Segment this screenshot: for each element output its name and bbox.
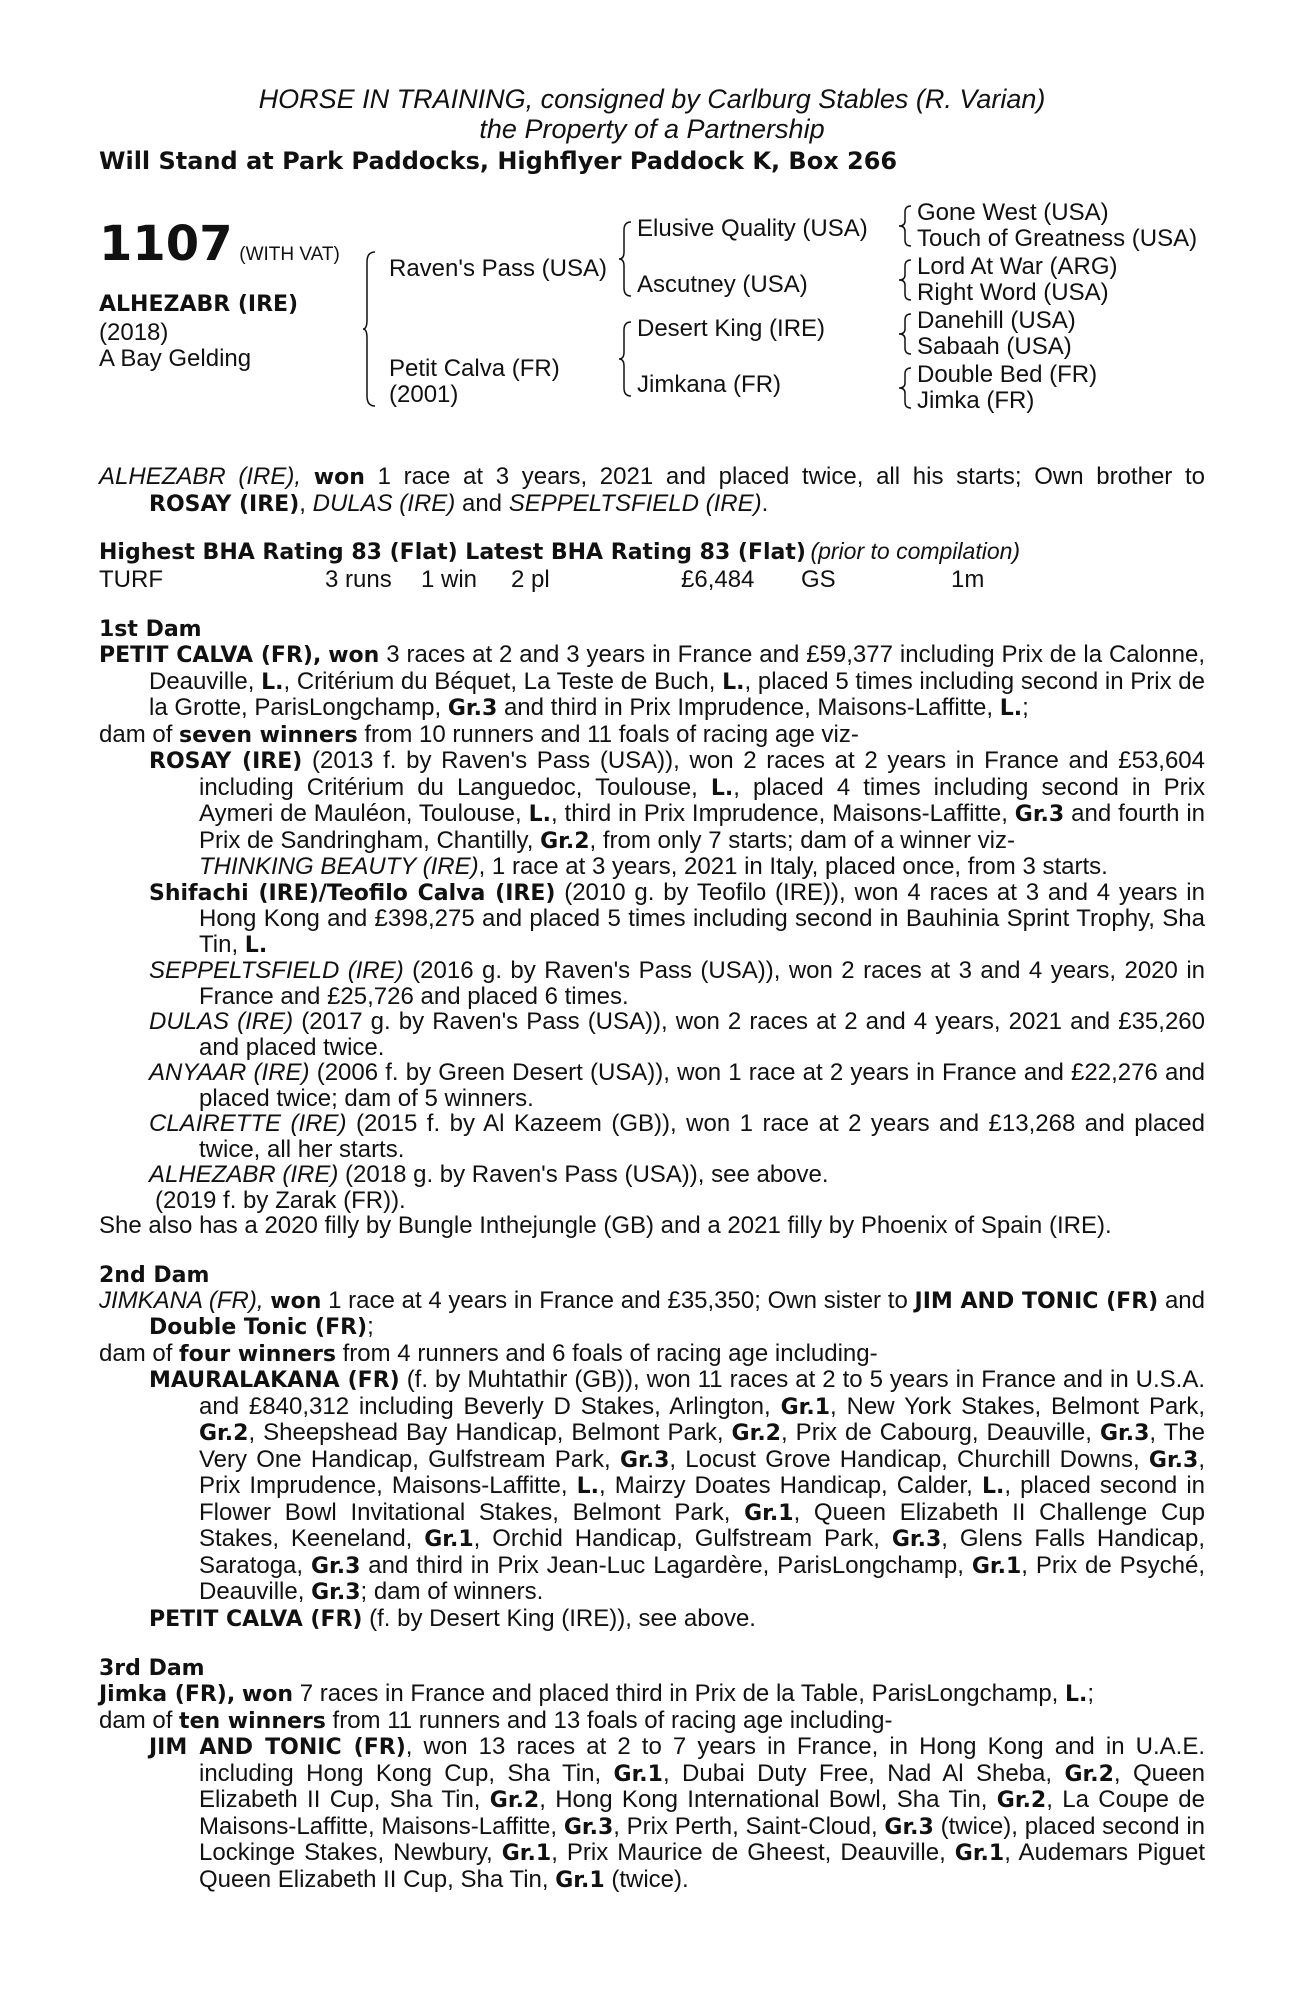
produce-name: SEPPELTSFIELD (IRE) xyxy=(149,957,404,984)
damof-label: dam of xyxy=(99,720,173,748)
pedigree-brace-ds xyxy=(899,312,913,356)
produce-text: , Prix Maurice de Gheest, Deauville, xyxy=(551,1839,946,1866)
first-dam-name: PETIT CALVA (FR), xyxy=(99,643,322,668)
produce-text: , Queen Elizabeth II Challenge Cup Stakes, Keeneland, xyxy=(199,1498,1205,1552)
summary-and: and xyxy=(461,489,503,517)
horse-description: A Bay Gelding xyxy=(99,345,252,372)
group-marker: Gr.1 xyxy=(780,1394,831,1420)
sister-double-tonic: Double Tonic (FR) xyxy=(149,1315,368,1340)
winners-count: ten winners xyxy=(179,1708,326,1734)
pedigree-dss: Danehill (USA) xyxy=(917,307,1076,334)
produce-anyaar xyxy=(99,1060,1205,1111)
group-marker: Gr.2 xyxy=(1064,1761,1114,1787)
listed-marker: L. xyxy=(999,696,1023,721)
group-marker: Gr.3 xyxy=(619,1447,670,1473)
produce-text: , Dubai Duty Free, Nad Al Sheba, xyxy=(662,1759,1053,1787)
winners-count: seven winners xyxy=(179,722,358,748)
produce-text: , 1 race at 3 years, 2021 in Italy, placed once, from 3 starts. xyxy=(478,853,1108,880)
second-dam-and: and xyxy=(1164,1286,1205,1314)
group-marker: Gr.1 xyxy=(971,1553,1022,1579)
record-placed: 2 pl xyxy=(511,566,550,593)
produce-text: , Prix de Cabourg, Deauville, xyxy=(780,1419,1092,1446)
record-distance: 1m xyxy=(951,566,985,593)
listed-marker: L. xyxy=(576,1474,600,1499)
produce-name: THINKING BEAUTY (IRE) xyxy=(199,853,479,880)
produce-clairette xyxy=(99,1111,1205,1162)
damof-text: from 11 runners and 13 foals of racing age including- xyxy=(332,1706,893,1734)
produce-text: , La Coupe de Maisons-Laffitte, Maisons-Laffitte, xyxy=(199,1786,1205,1840)
produce-text: (2016 g. by Raven's Pass (USA)), won 2 races at 3 and 4 years, 2020 in France and £25,726 and placed 6 times. xyxy=(199,957,1205,1010)
produce-text: (2013 f. by Raven's Pass (USA)), won 2 races at 2 years in France and £53,604 including Critérium du Languedoc, Toulouse, xyxy=(199,747,1206,801)
second-dam-semicolon: ; xyxy=(367,1313,374,1340)
group-marker: Gr.1 xyxy=(744,1500,794,1526)
race-record-row xyxy=(99,567,1205,593)
produce-dulas xyxy=(99,1009,1205,1060)
pedigree-brace-dd xyxy=(899,366,913,410)
produce-text: (2018 g. by Raven's Pass (USA)), see above. xyxy=(345,1161,829,1188)
second-dam-record xyxy=(99,1288,1205,1341)
first-dam-heading: 1st Dam xyxy=(99,617,202,642)
produce-text: and third in Prix Jean-Luc Lagardère, ParisLongchamp, xyxy=(368,1551,964,1579)
pedigree-dam-dam: Jimkana (FR) xyxy=(637,371,782,398)
produce-seppeltsfield xyxy=(99,958,1205,1009)
pedigree-sds: Lord At War (ARG) xyxy=(917,253,1118,280)
group-marker: Gr.2 xyxy=(731,1421,781,1446)
produce-text: , New York Stakes, Belmont Park, xyxy=(830,1392,1206,1420)
produce-name: MAURALAKANA (FR) xyxy=(149,1368,400,1393)
produce-name: ROSAY (IRE) xyxy=(149,749,303,774)
produce-text: , from only 7 starts; dam of a winner viz- xyxy=(589,826,1015,854)
produce-text: and fourth in Prix de Sandringham, Chantilly, xyxy=(199,800,1206,854)
produce-text: (2010 g. by Teofilo (IRE)), won 4 races at 3 and 4 years in Hong Kong and £398,275 and placed 5 times including second in Bauhinia Sprint Trophy, Sha Tin, xyxy=(199,878,1205,958)
first-dam-text-3: , placed 5 times including second in Prix de la Grotte, ParisLongchamp, xyxy=(149,667,1205,721)
produce-text: , Prix Perth, Saint-Cloud, xyxy=(613,1812,878,1840)
group-marker: Gr.3 xyxy=(884,1814,934,1840)
pedigree-sdd: Right Word (USA) xyxy=(917,279,1109,306)
pedigree-ddd: Jimka (FR) xyxy=(917,387,1035,414)
produce-thinking-beauty xyxy=(99,854,1205,880)
produce-text: (twice), placed second in Lockinge Stakes, Newbury, xyxy=(199,1812,1206,1866)
produce-text: (2017 g. by Raven's Pass (USA)), won 2 races at 2 and 4 years, 2021 and £35,260 and placed twice. xyxy=(199,1008,1205,1061)
third-dam-name: Jimka (FR), xyxy=(99,1682,236,1707)
produce-name: Shifachi (IRE)/Teofilo Calva (IRE) xyxy=(149,880,556,906)
first-dam-text-5: ; xyxy=(1022,694,1029,721)
produce-text: , Mairzy Doates Handicap, Calder, xyxy=(599,1472,973,1499)
second-dam-heading: 2nd Dam xyxy=(99,1262,210,1288)
produce-name: DULAS (IRE) xyxy=(149,1008,294,1035)
summary-won: won xyxy=(313,465,365,490)
group-marker: Gr.3 xyxy=(891,1527,942,1552)
record-earnings: £6,484 xyxy=(681,566,755,593)
group-marker: Gr.2 xyxy=(996,1788,1047,1813)
produce-text: (2006 f. by Green Desert (USA)), won 1 race at 2 years in France and £22,276 and placed twice; dam of 5 winners. xyxy=(199,1059,1206,1112)
listed-marker: L. xyxy=(722,669,745,695)
third-dam-semicolon: ; xyxy=(1087,1680,1095,1707)
pedigree-dam: Petit Calva (FR) xyxy=(389,355,560,382)
first-dam-produce-intro xyxy=(99,722,1205,749)
pedigree-block xyxy=(99,200,1205,450)
damof-text: from 10 runners and 11 foals of racing age viz- xyxy=(364,720,859,748)
damof-label: dam of xyxy=(99,1706,173,1734)
group-marker: Gr.3 xyxy=(1014,802,1065,827)
summary-text: 1 race at 3 years, 2021 and placed twice, all his starts; Own brother to xyxy=(377,463,1206,490)
listed-marker: L. xyxy=(244,932,268,958)
produce-petit-calva xyxy=(99,1606,1205,1633)
damof-text: from 4 runners and 6 foals of racing age including- xyxy=(342,1339,878,1367)
stable-location: Will Stand at Park Paddocks, Highflyer Paddock K, Box 266 xyxy=(99,147,898,175)
produce-text: , third in Prix Imprudence, Maisons-Laffitte, xyxy=(550,800,1008,827)
pedigree-ssd: Touch of Greatness (USA) xyxy=(917,225,1198,252)
produce-text: , Sheepshead Bay Handicap, Belmont Park, xyxy=(248,1419,724,1446)
listed-marker: L. xyxy=(1065,1682,1088,1707)
group-marker: Gr.1 xyxy=(555,1867,605,1893)
group-marker: Gr.3 xyxy=(1148,1447,1199,1473)
group-marker: Gr.3 xyxy=(1099,1421,1150,1446)
produce-text: , won 13 races at 2 to 7 years in France, in Hong Kong and in U.A.E. including Hong Kong Cup, Sha Tin, xyxy=(199,1733,1205,1787)
second-dam-name: JIMKANA (FR), xyxy=(99,1286,264,1314)
third-dam-record xyxy=(99,1681,1205,1708)
foaling-year: (2018) xyxy=(99,319,169,346)
produce-name: CLAIRETTE (IRE) xyxy=(149,1110,347,1137)
group-marker: Gr.2 xyxy=(199,1421,249,1446)
pedigree-sire-sire: Elusive Quality (USA) xyxy=(637,215,868,242)
produce-text: (twice). xyxy=(611,1865,689,1893)
produce-text: , placed 4 times including second in Prix Aymeri de Mauléon, Toulouse, xyxy=(199,773,1205,827)
second-dam-produce-intro xyxy=(99,1341,1205,1368)
produce-alhezabr xyxy=(99,1162,1205,1188)
first-dam-won: won xyxy=(328,643,380,668)
lot-number: 1107 xyxy=(99,216,233,272)
pedigree-sire-dam: Ascutney (USA) xyxy=(637,271,808,298)
property-line: the Property of a Partnership xyxy=(479,114,825,144)
produce-text: , placed second in Flower Bowl Invitational Stakes, Belmont Park, xyxy=(199,1472,1206,1526)
brother-dulas: DULAS (IRE) xyxy=(312,489,456,517)
third-dam-text: 7 races in France and placed third in Prix de la Table, ParisLongchamp, xyxy=(299,1680,1059,1707)
brother-seppeltsfield: SEPPELTSFIELD (IRE) xyxy=(508,489,762,517)
produce-name: JIM AND TONIC (FR) xyxy=(149,1735,406,1760)
winners-count: four winners xyxy=(179,1341,336,1367)
summary-period: . xyxy=(761,489,769,517)
summary-horse-name: ALHEZABR (IRE), xyxy=(99,463,302,490)
produce-mauralakana xyxy=(99,1367,1205,1606)
second-dam-text: 1 race at 4 years in France and £35,350; Own sister to xyxy=(328,1286,908,1314)
group-marker: Gr.3 xyxy=(311,1580,361,1605)
produce-text: (2015 f. by Al Kazeem (GB)), won 1 race at 2 years and £13,268 and placed twice, all her starts. xyxy=(199,1110,1206,1163)
listed-marker: L. xyxy=(710,775,734,801)
group-marker: Gr.1 xyxy=(613,1761,663,1787)
produce-jim-and-tonic xyxy=(99,1734,1205,1893)
produce-name: ANYAAR (IRE) xyxy=(149,1059,310,1086)
horse-name: ALHEZABR (IRE) xyxy=(99,292,299,317)
pedigree-brace-sd xyxy=(899,258,913,302)
pedigree-brace-ss xyxy=(899,204,913,248)
rating-note: (prior to compilation) xyxy=(810,538,1021,564)
record-runs: 3 runs xyxy=(325,566,392,593)
record-surface: TURF xyxy=(99,566,163,593)
produce-text: , Orchid Handicap, Gulfstream Park, xyxy=(473,1525,880,1552)
produce-text: , The Very One Handicap, Gulfstream Park, xyxy=(199,1419,1205,1473)
third-dam-produce-intro xyxy=(99,1708,1205,1735)
first-dam-text-1: 3 races at 2 and 3 years in France and £59,377 including Prix de la Calonne, Deauville, xyxy=(149,641,1206,695)
bha-rating: Highest BHA Rating 83 (Flat) Latest BHA Rating 83 (Flat) xyxy=(99,540,806,565)
pedigree-sire: Raven's Pass (USA) xyxy=(389,255,607,282)
pedigree-dam-sire: Desert King (IRE) xyxy=(637,315,826,342)
group-marker: Gr.1 xyxy=(424,1527,474,1552)
pedigree-dds: Double Bed (FR) xyxy=(917,361,1098,388)
horse-summary xyxy=(99,464,1205,517)
summary-comma: , xyxy=(299,489,306,517)
third-dam-heading: 3rd Dam xyxy=(99,1656,205,1681)
group-marker: Gr.3 xyxy=(563,1814,614,1840)
produce-text: (f. by Muhtathir (GB)), won 11 races at 2 to 5 years in France and in U.S.A. and £840,312 including Beverly D Stakes, Arlington, xyxy=(199,1366,1206,1420)
first-dam-text-2: , Critérium du Béquet, La Teste de Buch, xyxy=(283,667,716,695)
sister-jim-and-tonic: JIM AND TONIC (FR) xyxy=(914,1288,1159,1314)
pedigree-sss: Gone West (USA) xyxy=(917,199,1109,226)
first-dam-record xyxy=(99,642,1205,722)
second-dam-won: won xyxy=(270,1288,322,1314)
pedigree-brace-main xyxy=(363,250,377,408)
brother-rosay: ROSAY (IRE) xyxy=(149,491,300,517)
produce-text: , Audemars Piguet Queen Elizabeth II Cup, Sha Tin, xyxy=(199,1839,1206,1893)
first-dam-text-4: and third in Prix Imprudence, Maisons-Laffitte, xyxy=(503,694,994,721)
third-dam-won: won xyxy=(241,1682,294,1707)
produce-zarak-filly: (2019 f. by Zarak (FR)). xyxy=(155,1186,406,1214)
group-marker: Gr.3 xyxy=(310,1553,361,1579)
listed-marker: L. xyxy=(528,802,551,827)
group-marker: Gr.2 xyxy=(489,1788,540,1813)
vat-label: (WITH VAT) xyxy=(239,244,340,265)
produce-text: , Prix de Psyché, Deauville, xyxy=(199,1551,1206,1605)
produce-shifachi xyxy=(99,880,1205,959)
first-dam-other-foals: She also has a 2020 filly by Bungle Inthejungle (GB) and a 2021 filly by Phoenix of Spain (IRE). xyxy=(99,1212,1112,1239)
produce-text: , Locust Grove Handicap, Churchill Downs, xyxy=(669,1445,1140,1473)
produce-text: (f. by Desert King (IRE)), see above. xyxy=(369,1604,756,1632)
listed-marker: L. xyxy=(981,1474,1005,1499)
produce-text: , Queen Elizabeth II Cup, Sha Tin, xyxy=(199,1759,1206,1813)
produce-name: PETIT CALVA (FR) xyxy=(149,1606,363,1632)
produce-text: , Hong Kong International Bowl, Sha Tin, xyxy=(539,1786,988,1813)
lot-heading xyxy=(99,216,340,272)
damof-label: dam of xyxy=(99,1339,173,1367)
group-marker: Gr.2 xyxy=(540,828,590,854)
catalogue-page xyxy=(99,84,1205,1893)
produce-text: ; dam of winners. xyxy=(360,1578,544,1605)
pedigree-dam-year: (2001) xyxy=(389,381,459,408)
pedigree-brace-sire xyxy=(619,220,633,298)
consignor-line: HORSE IN TRAINING, consigned by Carlburg Stables (R. Varian) xyxy=(258,84,1046,114)
record-going: GS xyxy=(801,566,836,593)
pedigree-dsd: Sabaah (USA) xyxy=(917,333,1072,360)
group-marker: Gr.3 xyxy=(447,696,498,721)
produce-text: , Prix Imprudence, Maisons-Laffitte, xyxy=(199,1445,1205,1499)
record-wins: 1 win xyxy=(421,566,478,593)
pedigree-brace-dam xyxy=(619,320,633,398)
produce-name: ALHEZABR (IRE) xyxy=(149,1161,339,1188)
rating-block xyxy=(99,539,1205,567)
listed-marker: L. xyxy=(261,669,284,695)
group-marker: Gr.1 xyxy=(501,1841,552,1866)
produce-rosay xyxy=(99,748,1205,854)
group-marker: Gr.1 xyxy=(954,1841,1005,1866)
produce-text: , Glens Falls Handicap, Saratoga, xyxy=(199,1525,1205,1579)
